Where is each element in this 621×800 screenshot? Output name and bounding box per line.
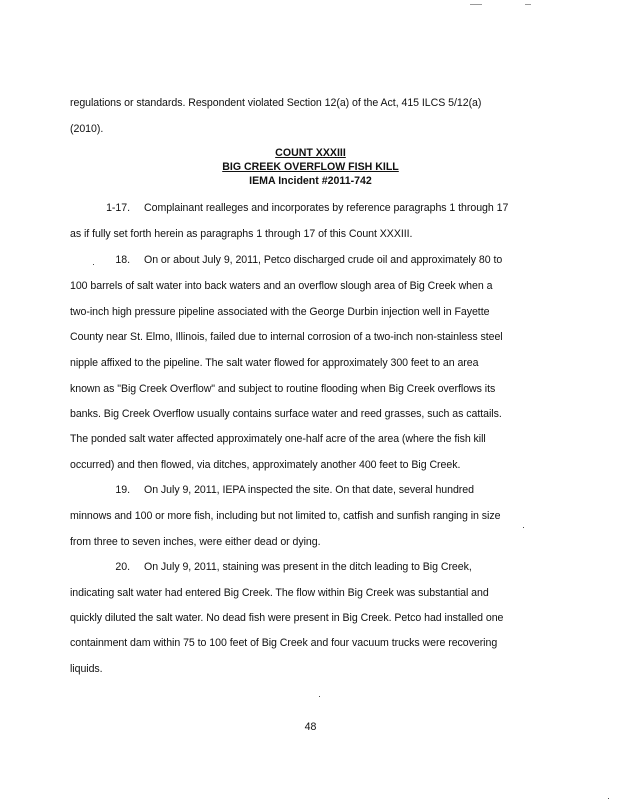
paragraph-number: 20. bbox=[115, 561, 130, 573]
paragraph-number: 1-17. bbox=[106, 202, 130, 214]
paragraph-line: banks. Big Creek Overflow usually contains surface water and reed grasses, such as cattails. bbox=[70, 408, 502, 420]
paragraph-first-line: 1-17. Complainant realleges and incorporates by reference paragraphs 1 through 17 bbox=[70, 202, 508, 214]
paragraph-line: containment dam within 75 to 100 feet of Big Creek and four vacuum trucks were recovering bbox=[70, 637, 498, 649]
paragraph-first-line: 18. On or about July 9, 2011, Petco discharged crude oil and approximately 80 to bbox=[70, 254, 502, 266]
paragraph-line: indicating salt water had entered Big Creek. The flow within Big Creek was substantial and bbox=[70, 587, 489, 599]
paragraph-line: liquids. bbox=[70, 663, 103, 675]
paragraph-line: minnows and 100 or more fish, including but not limited to, catfish and sunfish ranging in size bbox=[70, 510, 501, 522]
scan-artifact bbox=[319, 696, 320, 697]
paragraph-first-line: 19. On July 9, 2011, IEPA inspected the site. On that date, several hundred bbox=[70, 484, 474, 496]
paragraph-number: 18. bbox=[115, 254, 130, 266]
paragraph-number: 19. bbox=[115, 484, 130, 496]
count-title: COUNT XXXIII bbox=[275, 147, 346, 159]
paragraph-first-line: 20. On July 9, 2011, staining was present in the ditch leading to Big Creek, bbox=[70, 561, 472, 573]
paragraph-line: quickly diluted the salt water. No dead fish were present in Big Creek. Petco had installed one bbox=[70, 612, 504, 624]
count-subtitle: BIG CREEK OVERFLOW FISH KILL bbox=[222, 161, 399, 173]
scan-artifact bbox=[525, 4, 531, 5]
page-number: 48 bbox=[304, 721, 317, 733]
scan-artifact bbox=[608, 798, 609, 799]
scan-artifact bbox=[523, 527, 524, 528]
continuation-line: (2010). bbox=[70, 123, 104, 135]
incident-number: IEMA Incident #2011-742 bbox=[249, 175, 372, 187]
paragraph-line: known as "Big Creek Overflow" and subject to routine flooding when Big Creek overflows its bbox=[70, 383, 496, 395]
paragraph-line: 100 barrels of salt water into back waters and an overflow slough area of Big Creek when a bbox=[70, 280, 493, 292]
paragraph-line: The ponded salt water affected approximately one-half acre of the area (where the fish kill bbox=[70, 433, 486, 445]
paragraph-line: County near St. Elmo, Illinois, failed due to internal corrosion of a two-inch non-stainless steel bbox=[70, 331, 503, 343]
scan-artifact bbox=[470, 4, 482, 5]
scan-artifact bbox=[93, 264, 94, 265]
paragraph-line: occurred) and then flowed, via ditches, approximately another 400 feet to Big Creek. bbox=[70, 459, 461, 471]
continuation-line: regulations or standards. Respondent violated Section 12(a) of the Act, 415 ILCS 5/12(a) bbox=[70, 97, 482, 109]
paragraph-line: as if fully set forth herein as paragraphs 1 through 17 of this Count XXXIII. bbox=[70, 228, 413, 240]
paragraph-line: nipple affixed to the pipeline. The salt water flowed for approximately 300 feet to an area bbox=[70, 357, 479, 369]
paragraph-line: from three to seven inches, were either dead or dying. bbox=[70, 536, 321, 548]
paragraph-line: two-inch high pressure pipeline associated with the George Durbin injection well in Fayette bbox=[70, 306, 490, 318]
